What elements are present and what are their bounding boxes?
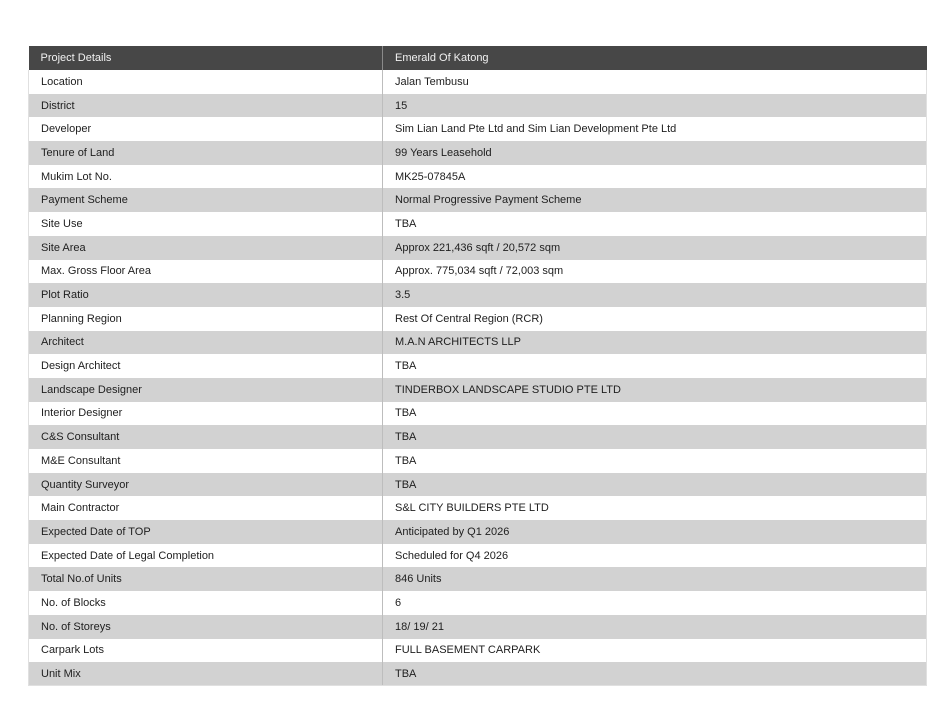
table-row [29,639,927,663]
row-label: Max. Gross Floor Area [29,260,383,284]
row-value: Sim Lian Land Pte Ltd and Sim Lian Development Pte Ltd [383,117,927,141]
row-label: Site Area [29,236,383,260]
row-label: M&E Consultant [29,449,383,473]
project-details-table [28,46,927,686]
row-label: Plot Ratio [29,283,383,307]
row-value: TBA [383,473,927,497]
row-label: Total No.of Units [29,567,383,591]
table-row [29,236,927,260]
row-label: Landscape Designer [29,378,383,402]
table-row [29,307,927,331]
row-label: Mukim Lot No. [29,165,383,189]
row-label: Planning Region [29,307,383,331]
table-row [29,378,927,402]
table-row [29,354,927,378]
table-row [29,662,927,686]
row-label: Main Contractor [29,496,383,520]
row-value: 99 Years Leasehold [383,141,927,165]
row-value: 846 Units [383,567,927,591]
row-value: Approx 221,436 sqft / 20,572 sqm [383,236,927,260]
row-value: S&L CITY BUILDERS PTE LTD [383,496,927,520]
row-value: 18/ 19/ 21 [383,615,927,639]
table-body [29,70,927,686]
row-label: Carpark Lots [29,639,383,663]
row-value: Scheduled for Q4 2026 [383,544,927,568]
table-row [29,188,927,212]
row-value: MK25-07845A [383,165,927,189]
row-value: Rest Of Central Region (RCR) [383,307,927,331]
row-value: TINDERBOX LANDSCAPE STUDIO PTE LTD [383,378,927,402]
row-label: No. of Storeys [29,615,383,639]
table-row [29,567,927,591]
row-label: Expected Date of Legal Completion [29,544,383,568]
table-row [29,520,927,544]
row-label: Expected Date of TOP [29,520,383,544]
table-row [29,283,927,307]
table-row [29,402,927,426]
table-row [29,70,927,94]
table-row [29,165,927,189]
table-header-row [29,46,927,70]
row-label: Location [29,70,383,94]
row-label: Design Architect [29,354,383,378]
table-row [29,473,927,497]
row-value: TBA [383,449,927,473]
row-value: Anticipated by Q1 2026 [383,520,927,544]
row-label: C&S Consultant [29,425,383,449]
table-row [29,141,927,165]
row-label: Payment Scheme [29,188,383,212]
row-value: Approx. 775,034 sqft / 72,003 sqm [383,260,927,284]
table-row [29,591,927,615]
row-value: TBA [383,402,927,426]
row-label: Quantity Surveyor [29,473,383,497]
row-label: Interior Designer [29,402,383,426]
row-label: No. of Blocks [29,591,383,615]
row-label: Tenure of Land [29,141,383,165]
row-value: 3.5 [383,283,927,307]
table-row [29,212,927,236]
table-row [29,544,927,568]
table-row [29,260,927,284]
row-label: Unit Mix [29,662,383,686]
row-value: TBA [383,425,927,449]
table-row [29,331,927,355]
row-value: Jalan Tembusu [383,70,927,94]
row-value: TBA [383,662,927,686]
row-value: 15 [383,94,927,118]
row-label: District [29,94,383,118]
row-label: Site Use [29,212,383,236]
table-row [29,94,927,118]
row-value: Normal Progressive Payment Scheme [383,188,927,212]
table-row [29,117,927,141]
header-project-name: Emerald Of Katong [383,46,927,70]
table-row [29,496,927,520]
row-value: TBA [383,354,927,378]
table-row [29,425,927,449]
row-value: M.A.N ARCHITECTS LLP [383,331,927,355]
table-row [29,449,927,473]
row-value: FULL BASEMENT CARPARK [383,639,927,663]
row-value: 6 [383,591,927,615]
row-label: Developer [29,117,383,141]
row-label: Architect [29,331,383,355]
row-value: TBA [383,212,927,236]
header-project-details: Project Details [29,46,383,70]
table-row [29,615,927,639]
